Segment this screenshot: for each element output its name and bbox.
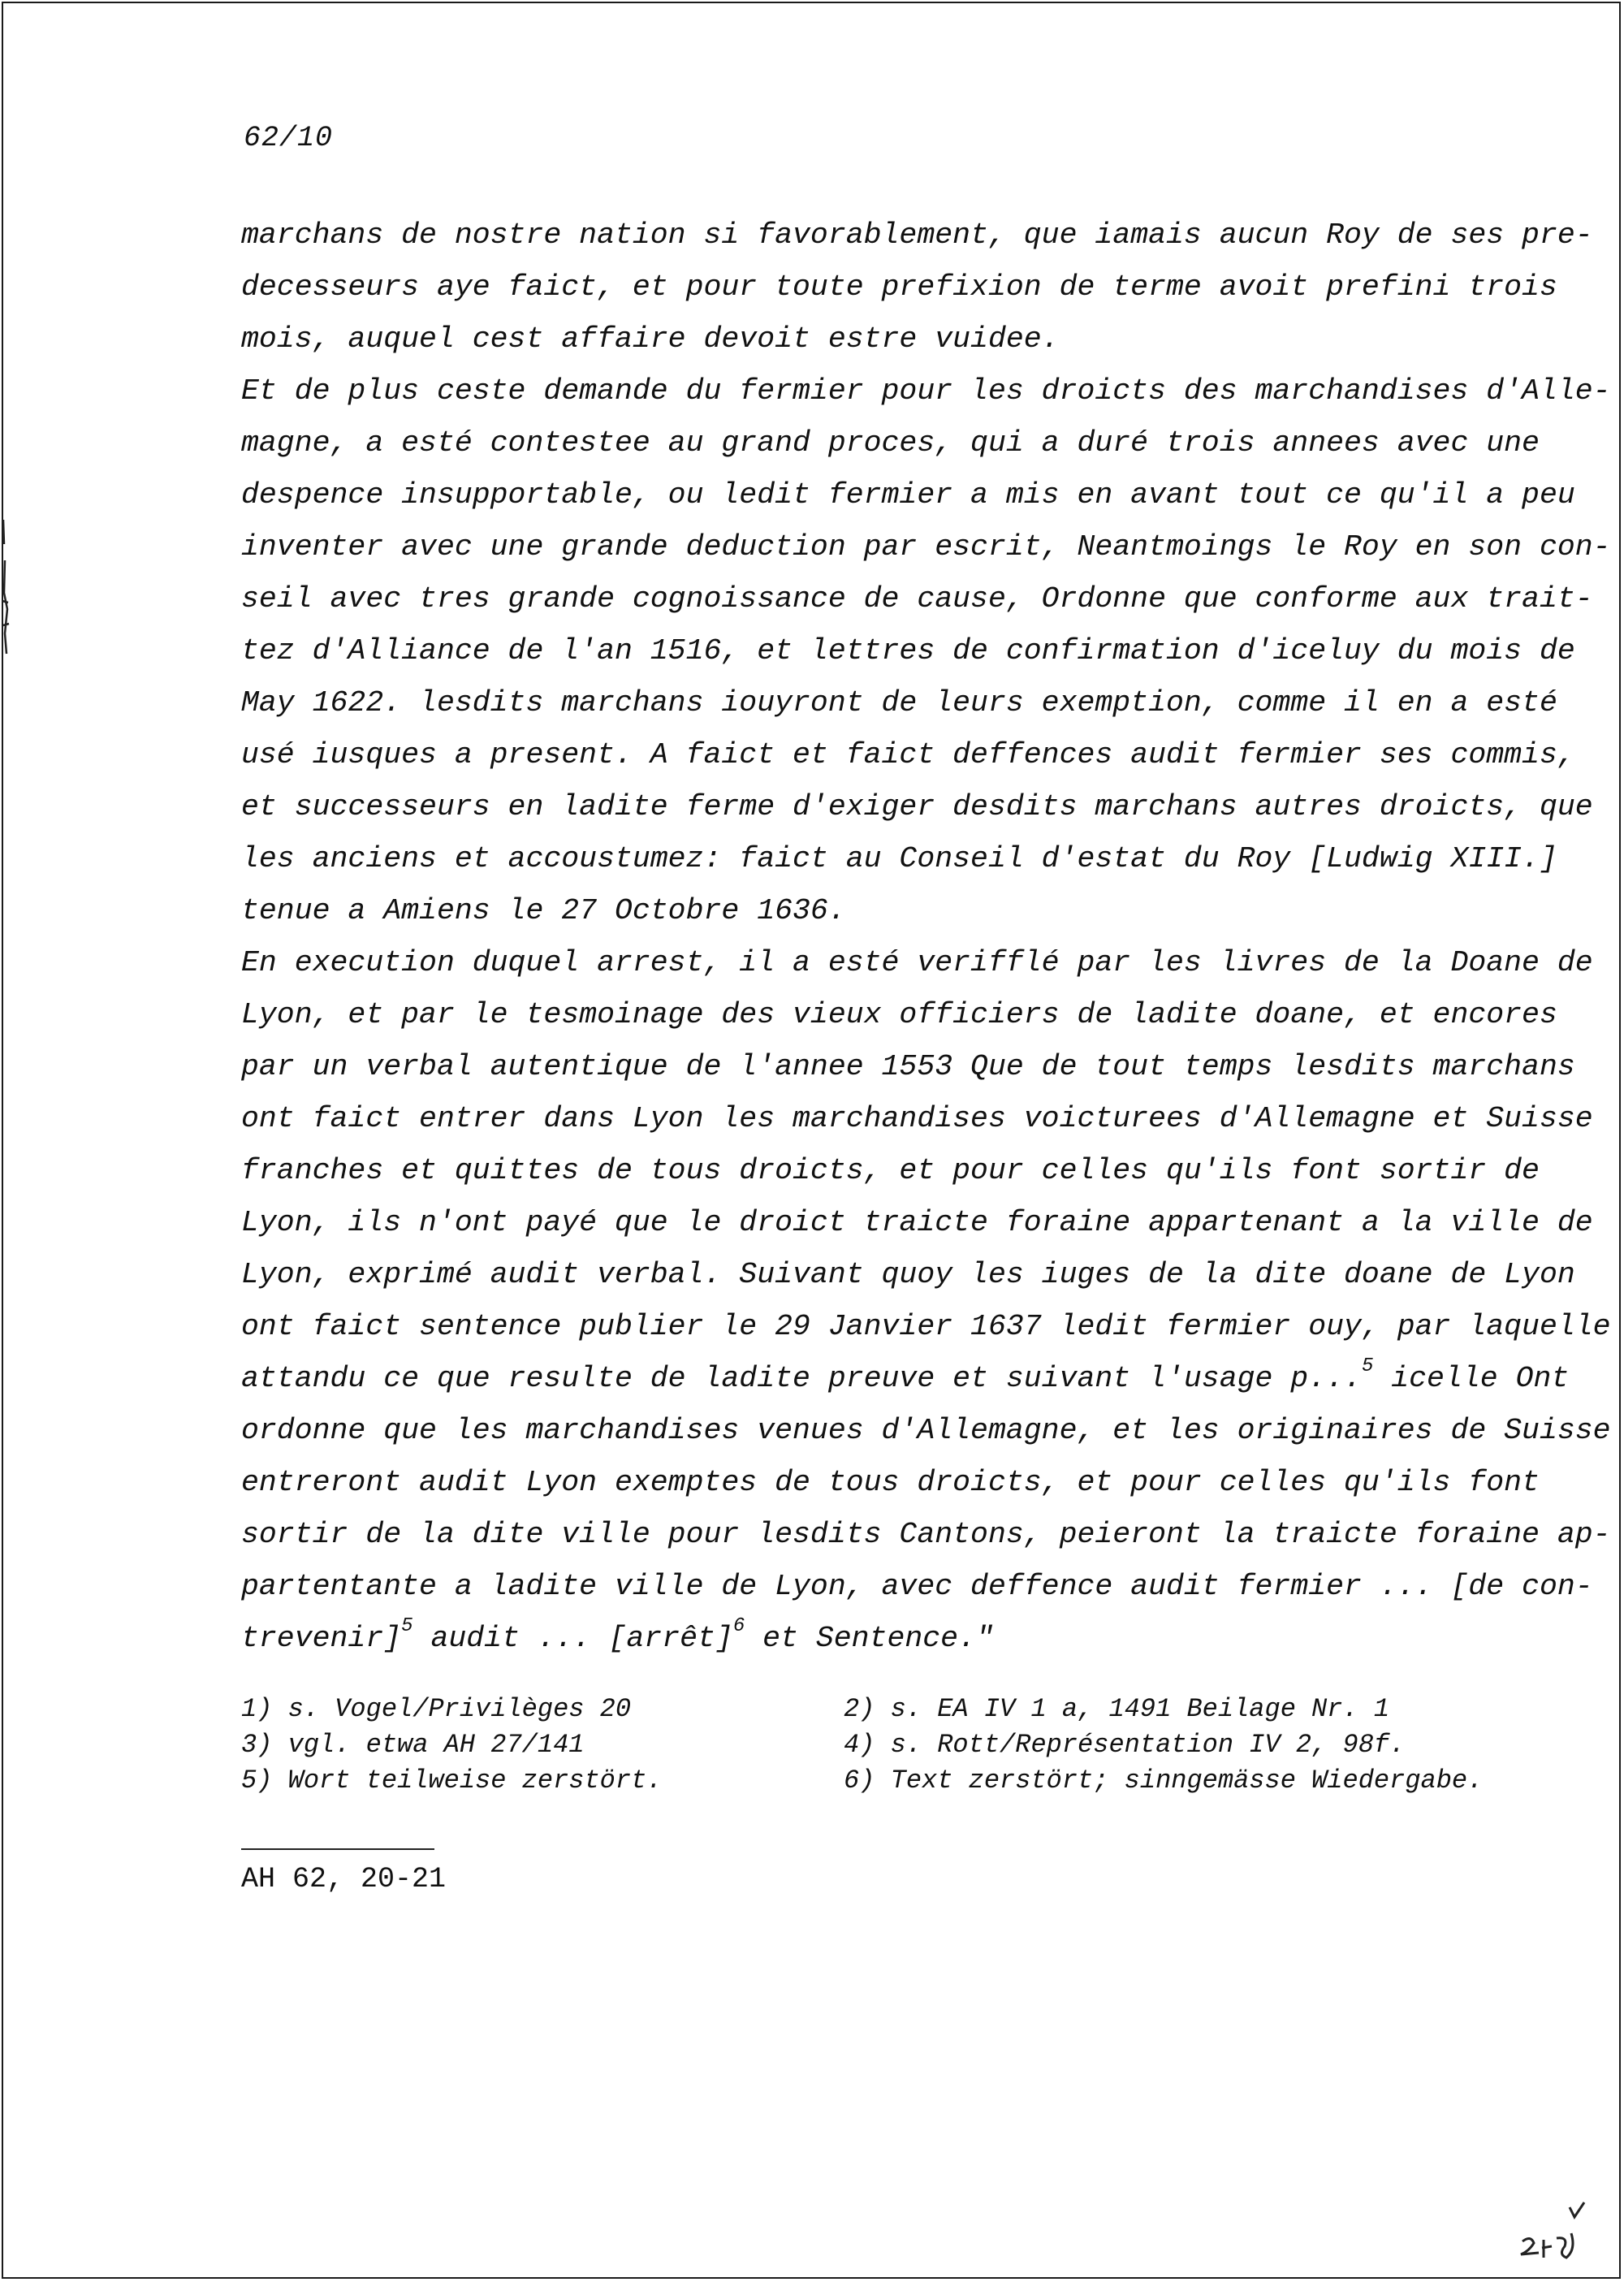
margin-ink-mark	[0, 512, 16, 666]
line-text: attandu ce que resulte de ladite preuve et suivant l'usage p...	[241, 1362, 1362, 1395]
text-line: entreront audit Lyon exemptes de tous droicts, et pour celles qu'ils font	[241, 1466, 1540, 1499]
footnote-marker: 5	[1361, 1355, 1374, 1377]
footnote-row	[241, 1692, 1540, 1727]
text-line: et successeurs en ladite ferme d'exiger desdits marchans autres droicts, que	[241, 790, 1593, 823]
footnote: 6) Text zerstört; sinngemässe Wiedergabe.	[844, 1766, 1484, 1796]
text-line: tenue a Amiens le 27 Octobre 1636.	[241, 894, 846, 927]
text-line: Lyon, et par le tesmoinage des vieux officiers de ladite doane, et encores	[241, 998, 1557, 1031]
text-line: ordonne que les marchandises venues d'Allemagne, et les originaires de Suisse	[241, 1414, 1611, 1447]
text-line: franches et quittes de tous droicts, et pour celles qu'ils font sortir de	[241, 1154, 1540, 1187]
text-line: usé iusques a present. A faict et faict deffences audit fermier ses commis,	[241, 738, 1575, 771]
line-text: audit ... [arrêt]	[412, 1622, 733, 1655]
text-line: par un verbal autentique de l'annee 1553 Que de tout temps lesdits marchans	[241, 1050, 1575, 1083]
text-line: Lyon, ils n'ont payé que le droict traicte foraine appartenant a la ville de	[241, 1206, 1593, 1239]
text-line: decesseurs aye faict, et pour toute prefixion de terme avoit prefini trois	[241, 270, 1557, 304]
text-line: magne, a esté contestee au grand proces, qui a duré trois annees avec une	[241, 426, 1540, 460]
text-line: ont faict entrer dans Lyon les marchandises voicturees d'Allemagne et Suisse	[241, 1102, 1593, 1135]
footnotes	[241, 1692, 1540, 1799]
line-text: trevenir]	[241, 1622, 402, 1655]
text-line: inventer avec une grande deduction par escrit, Neantmoings le Roy en son con-	[241, 530, 1611, 564]
text-line: marchans de nostre nation si favorablement, que iamais aucun Roy de ses pre-	[241, 218, 1593, 252]
page-number: 62/10	[244, 122, 334, 154]
line-text: icelle Ont	[1373, 1362, 1570, 1395]
text-line: partentante a ladite ville de Lyon, avec deffence audit fermier ... [de con-	[241, 1570, 1593, 1603]
text-line: ont faict sentence publier le 29 Janvier 1637 ledit fermier ouy, par laquelle	[241, 1310, 1611, 1343]
footnote: 3) vgl. etwa AH 27/141	[241, 1730, 585, 1760]
text-line: May 1622. lesdits marchans iouyront de leurs exemption, comme il en a esté	[241, 686, 1557, 720]
text-line: despence insupportable, ou ledit fermier a mis en avant tout ce qu'il a peu	[241, 478, 1575, 512]
separator-rule	[241, 1848, 434, 1850]
body-text	[241, 210, 1611, 1665]
text-line: seil avec tres grande cognoissance de cause, Ordonne que conforme aux trait-	[241, 582, 1593, 616]
footnote: 4) s. Rott/Représentation IV 2, 98f.	[844, 1730, 1406, 1760]
archive-handwritten-mark	[1506, 2201, 1596, 2266]
footnote-marker: 6	[732, 1614, 745, 1637]
footnote: 5) Wort teilweise zerstört.	[241, 1766, 663, 1796]
footnote-row	[241, 1763, 1540, 1799]
line-text: et Sentence."	[745, 1622, 994, 1655]
text-line: Et de plus ceste demande du fermier pour les droicts des marchandises d'Alle-	[241, 374, 1611, 408]
text-line	[241, 1613, 1540, 1665]
text-line: sortir de la dite ville pour lesdits Cantons, peieront la traicte foraine ap-	[241, 1518, 1611, 1551]
text-line: les anciens et accoustumez: faict au Conseil d'estat du Roy [Ludwig XIII.]	[241, 842, 1557, 875]
footnote: 1) s. Vogel/Privilèges 20	[241, 1694, 632, 1724]
text-line	[241, 1353, 1570, 1405]
text-line: tez d'Alliance de l'an 1516, et lettres de confirmation d'iceluy du mois de	[241, 634, 1575, 668]
footnote-row	[241, 1727, 1540, 1763]
source-reference: AH 62, 20-21	[241, 1863, 447, 1895]
text-line: mois, auquel cest affaire devoit estre vuidee.	[241, 322, 1060, 356]
text-line: Lyon, exprimé audit verbal. Suivant quoy les iuges de la dite doane de Lyon	[241, 1258, 1575, 1291]
footnote: 2) s. EA IV 1 a, 1491 Beilage Nr. 1	[844, 1694, 1390, 1724]
text-line: En execution duquel arrest, il a esté verifflé par les livres de la Doane de	[241, 946, 1593, 979]
footnote-marker: 5	[401, 1614, 413, 1637]
